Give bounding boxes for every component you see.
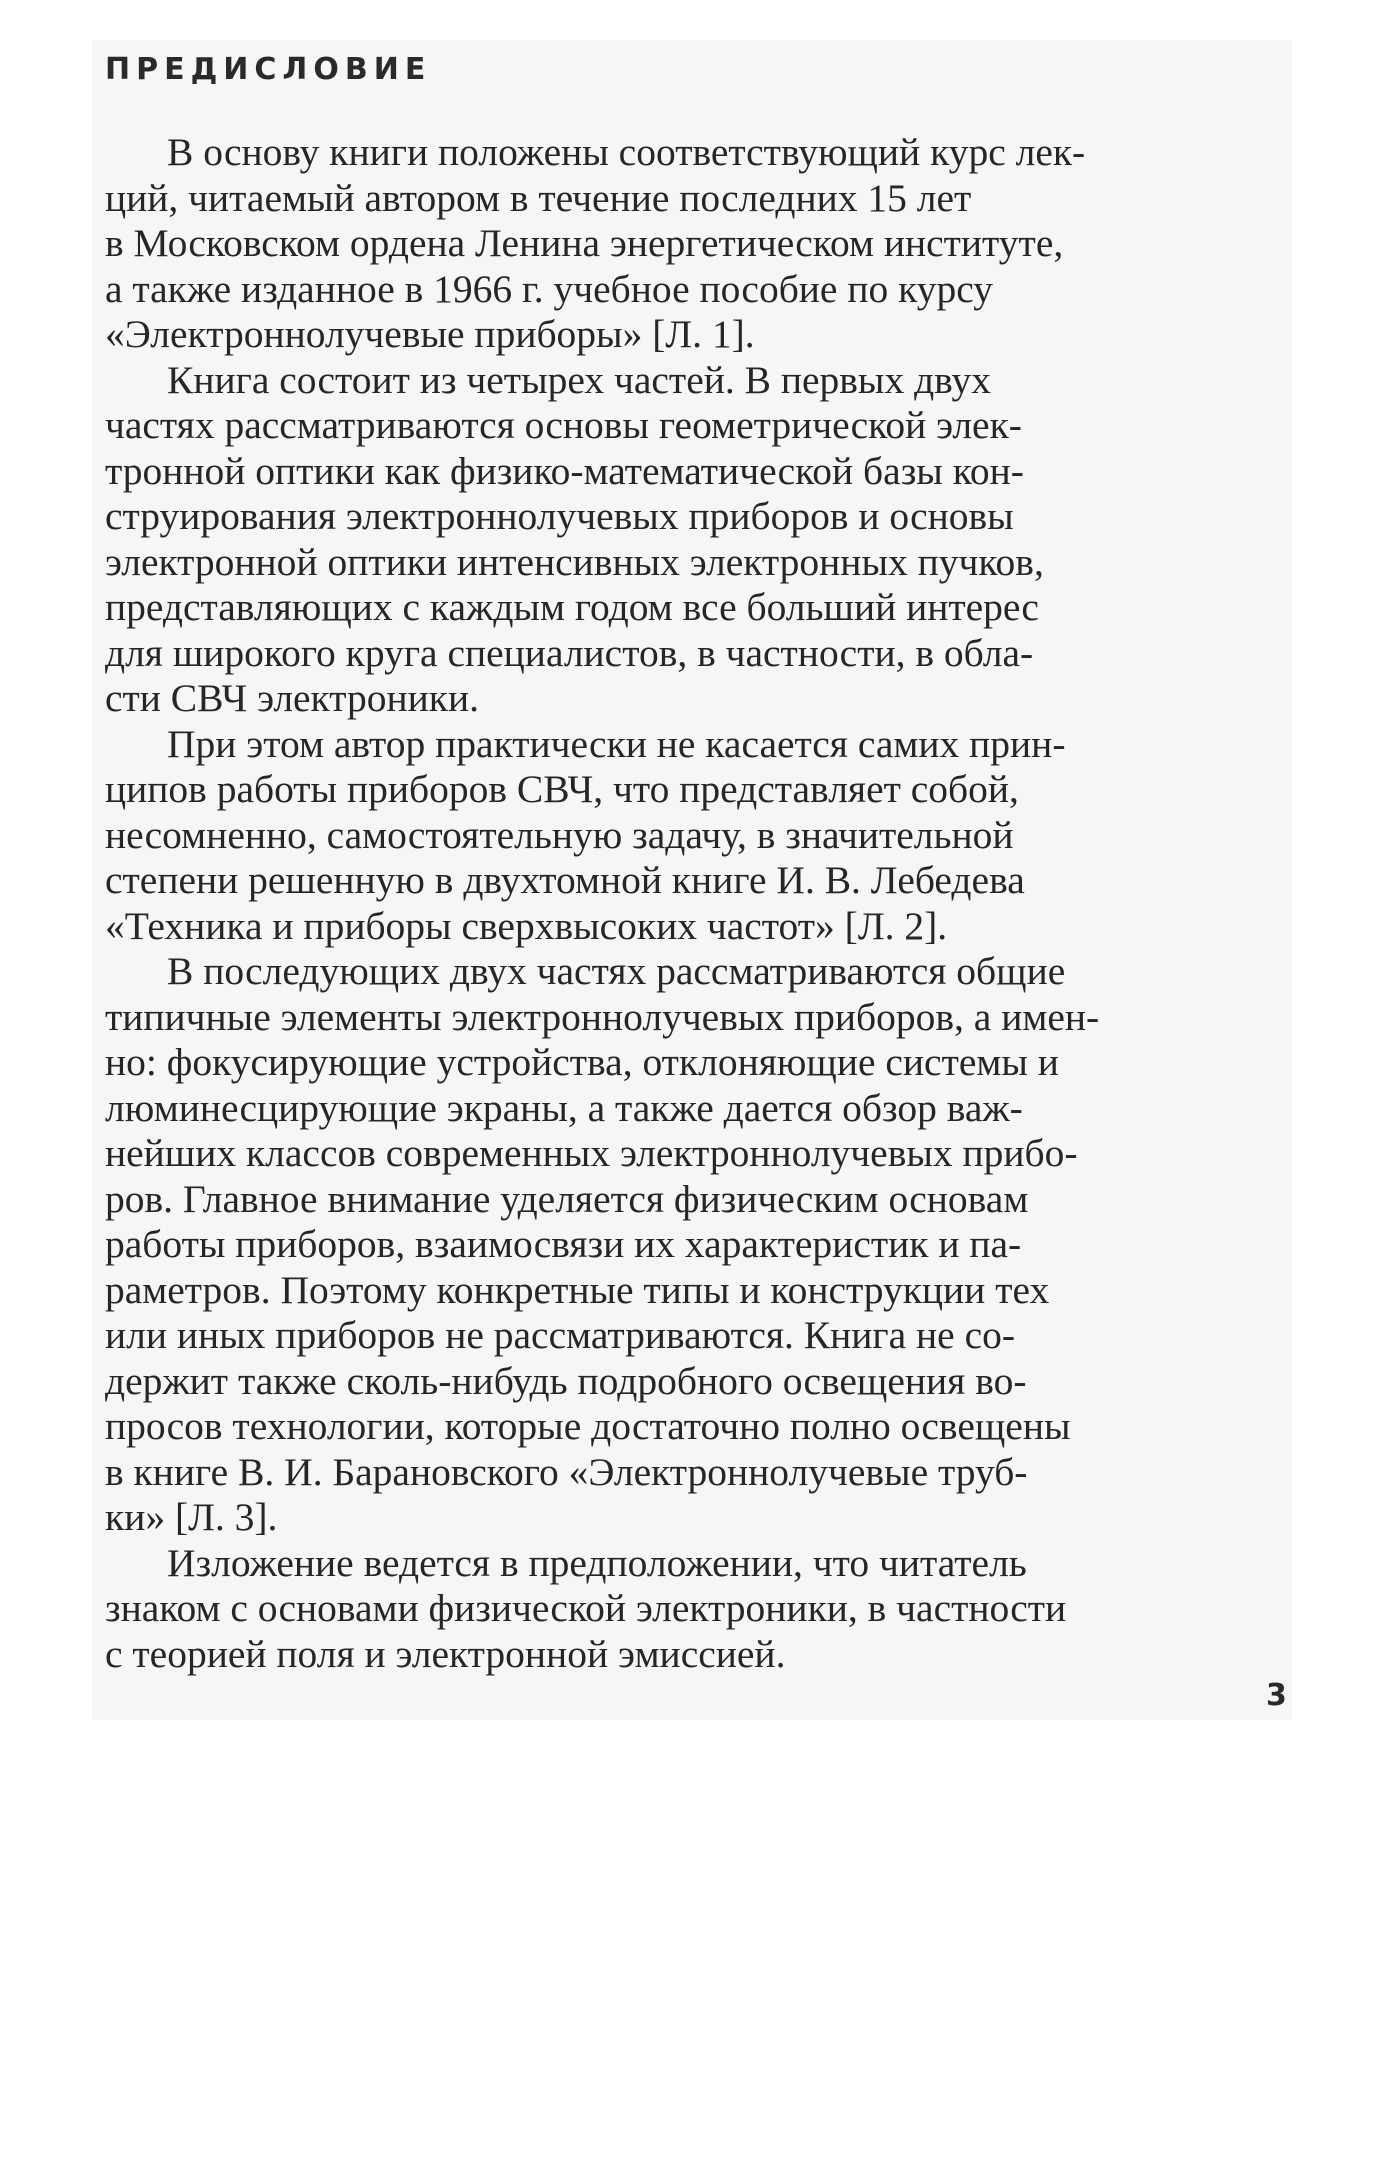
page-heading: ПРЕДИСЛОВИЕ [105, 52, 432, 87]
text-line: представляющих с каждым годом все больший интерес [105, 585, 1039, 629]
text-line: При этом автор практически не касается самих прин- [167, 721, 1066, 766]
page-number: 3 [1266, 1678, 1287, 1713]
text-line: нейших классов современных электроннолучевых прибо- [105, 1131, 1078, 1175]
text-line: несомненно, самостоятельную задачу, в значительной [105, 812, 1014, 857]
text-line: работы приборов, взаимосвязи их характеристик и па- [105, 1222, 1022, 1266]
preface-text [105, 130, 1285, 1677]
text-line: просов технологии, которые достаточно полно освещены [105, 1404, 1071, 1448]
text-line: Изложение ведется в предположении, что читатель [167, 1540, 1027, 1585]
text-line: «Электроннолучевые приборы» [Л. 1]. [105, 312, 755, 356]
text-line: для широкого круга специалистов, в частности, в обла- [105, 630, 1034, 675]
text-line: или иных приборов не рассматриваются. Книга не со- [105, 1313, 1016, 1357]
text-line: люминесцирующие экраны, а также дается обзор важ- [105, 1085, 1023, 1130]
text-line: сти СВЧ электроники. [105, 676, 479, 720]
text-line: «Техника и приборы сверхвысоких частот» [Л. 2]. [105, 903, 948, 948]
text-line: электронной оптики интенсивных электронных пучков, [105, 539, 1044, 584]
text-line: степени решенную в двухтомной книге И. В. Лебедева [105, 858, 1025, 902]
text-line: раметров. Поэтому конкретные типы и конструкции тех [105, 1267, 1050, 1312]
text-line: в книге В. И. Барановского «Электроннолучевые труб- [105, 1449, 1028, 1494]
text-line: тронной оптики как физико-математической базы кон- [105, 448, 1024, 493]
text-line: а также изданное в 1966 г. учебное пособие по курсу [105, 266, 993, 311]
text-line: В основу книги положены соответствующий курс лек- [167, 130, 1086, 174]
text-line: в Московском ордена Ленина энергетическом институте, [105, 221, 1064, 265]
text-line: ций, читаемый автором в течение последних 15 лет [105, 175, 972, 220]
text-line: знаком с основами физической электроники, в частности [105, 1586, 1067, 1630]
text-line: типичные элементы электроннолучевых приборов, а имен- [105, 994, 1100, 1039]
text-line: держит также сколь-нибудь подробного освещения во- [105, 1358, 1027, 1403]
text-line: струирования электроннолучевых приборов и основы [105, 494, 1014, 538]
text-line: ки» [Л. 3]. [105, 1495, 278, 1539]
text-line: но: фокусирующие устройства, отклоняющие системы и [105, 1040, 1059, 1084]
text-line: ров. Главное внимание уделяется физическим основам [105, 1176, 1029, 1221]
text-line: Книга состоит из четырех частей. В первых двух [167, 357, 991, 402]
text-line: частях рассматриваются основы геометрической элек- [105, 403, 1022, 447]
text-line: ципов работы приборов СВЧ, что представляет собой, [105, 767, 1019, 811]
text-line: с теорией поля и электронной эмиссией. [105, 1631, 786, 1676]
text-line: В последующих двух частях рассматриваются общие [167, 949, 1066, 993]
